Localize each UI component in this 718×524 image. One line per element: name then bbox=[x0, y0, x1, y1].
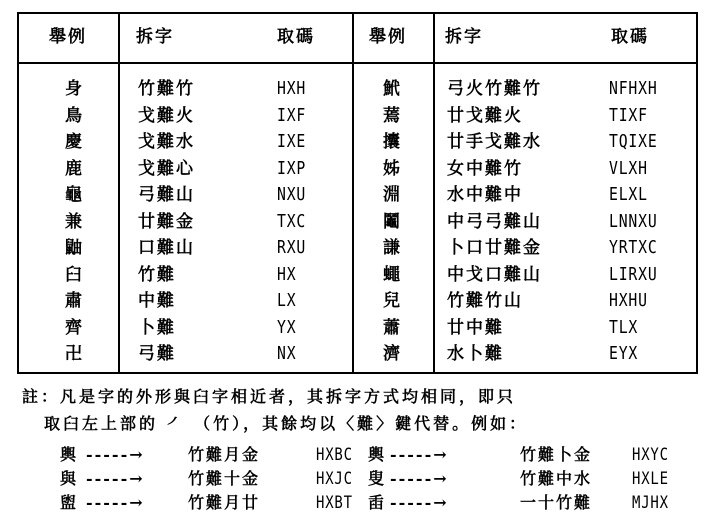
input-code: NXU bbox=[277, 184, 307, 205]
decomposition: 廿手戈難水 bbox=[447, 132, 542, 152]
arrow: -----→ bbox=[390, 445, 449, 464]
example-char: 謙 bbox=[383, 238, 402, 258]
decomposition: 口難山 bbox=[138, 238, 195, 258]
input-code: IXF bbox=[277, 104, 307, 126]
input-code: TQIXE bbox=[609, 131, 658, 152]
example-char: 濟 bbox=[383, 344, 402, 364]
input-code: LNNXU bbox=[609, 210, 658, 232]
note-line-2: 取臼左上部的 ㇒ （竹），其餘均以〈難〉鍵代替。例如： bbox=[44, 414, 529, 433]
example-char: 兒 bbox=[383, 291, 402, 311]
right-header-code: 取碼 bbox=[611, 27, 649, 47]
input-code: TXC bbox=[277, 210, 307, 232]
left-header-code: 取碼 bbox=[277, 27, 315, 47]
arrow: -----→ bbox=[86, 445, 145, 464]
decomposition: 中難 bbox=[138, 291, 176, 311]
decomposition: 中戈口難山 bbox=[447, 264, 542, 285]
decomposition: 戈難火 bbox=[138, 105, 195, 126]
example-char: 叟 bbox=[368, 469, 387, 488]
decomposition: 竹難竹 bbox=[138, 79, 195, 99]
decomposition: 卜口廿難金 bbox=[447, 238, 542, 258]
decomposition: 弓難山 bbox=[138, 185, 195, 205]
input-code: ELXL bbox=[609, 184, 648, 205]
decomposition: 廿中難 bbox=[447, 317, 504, 338]
example-char: 鮘 bbox=[383, 79, 402, 99]
table-row bbox=[19, 77, 696, 104]
note-line-1: 註：凡是字的外形與臼字相近者，其拆字方式均相同，即只 bbox=[22, 387, 517, 406]
example-char: 輿 bbox=[60, 445, 79, 464]
decomposition: 竹難十金 bbox=[188, 469, 261, 488]
example-row bbox=[40, 467, 700, 491]
decomposition: 水卜難 bbox=[447, 344, 504, 364]
table-row bbox=[19, 316, 696, 343]
example-char: 鼬 bbox=[65, 238, 84, 258]
table-row bbox=[19, 236, 696, 263]
decomposition: 竹難 bbox=[138, 264, 176, 285]
decomposition-table bbox=[17, 12, 698, 374]
example-char: 鳥 bbox=[65, 105, 84, 126]
decomposition: 卜難 bbox=[138, 317, 176, 338]
example-row bbox=[40, 491, 700, 515]
decomposition: 戈難心 bbox=[138, 158, 195, 179]
example-char: 蔫 bbox=[383, 105, 402, 126]
example-char: 臿 bbox=[368, 493, 387, 512]
input-code: MJHX bbox=[632, 493, 669, 513]
right-header-example: 舉例 bbox=[369, 27, 407, 47]
input-code: NFHXH bbox=[609, 78, 658, 99]
table-row bbox=[19, 289, 696, 316]
input-code: TIXF bbox=[609, 104, 648, 126]
left-header-decompose: 拆字 bbox=[136, 27, 174, 47]
arrow: -----→ bbox=[390, 493, 449, 512]
input-code: HXBC bbox=[316, 445, 353, 465]
input-code: HXJC bbox=[316, 469, 353, 489]
decomposition: 戈難水 bbox=[138, 132, 195, 152]
example-char: 龜 bbox=[65, 185, 84, 205]
input-code: HX bbox=[277, 263, 297, 285]
decomposition: 竹難中水 bbox=[520, 469, 593, 488]
table-row bbox=[19, 130, 696, 157]
table-row bbox=[19, 210, 696, 237]
example-char: 鬮 bbox=[383, 211, 402, 232]
decomposition: 弓難 bbox=[138, 344, 176, 364]
table-row bbox=[19, 263, 696, 290]
arrow: -----→ bbox=[86, 469, 145, 488]
example-char: 齊 bbox=[65, 317, 84, 338]
example-char: 蠅 bbox=[383, 264, 402, 285]
input-code: LX bbox=[277, 290, 297, 311]
input-code: NX bbox=[277, 343, 297, 364]
table-body bbox=[19, 77, 696, 369]
example-char: 臼 bbox=[65, 264, 84, 285]
table-row bbox=[19, 104, 696, 131]
input-code: HXLE bbox=[632, 469, 669, 489]
example-char: 兼 bbox=[65, 211, 84, 232]
left-header-example: 舉例 bbox=[49, 27, 87, 47]
table-row bbox=[19, 342, 696, 369]
input-code: YRTXC bbox=[609, 237, 658, 258]
input-code: HXHU bbox=[609, 290, 648, 311]
example-char: 與 bbox=[60, 469, 79, 488]
example-char: 姊 bbox=[383, 158, 402, 179]
decomposition: 竹難卜金 bbox=[520, 445, 593, 464]
example-char: 淵 bbox=[383, 185, 402, 205]
input-code: RXU bbox=[277, 237, 307, 258]
arrow: -----→ bbox=[390, 469, 449, 488]
input-code: TLX bbox=[609, 316, 639, 338]
example-char: 卍 bbox=[65, 344, 84, 364]
example-char: 肅 bbox=[65, 291, 84, 311]
example-char: 蕭 bbox=[383, 317, 402, 338]
input-code: YX bbox=[277, 316, 297, 338]
decomposition: 竹難月廿 bbox=[188, 493, 261, 512]
arrow: -----→ bbox=[86, 493, 145, 512]
decomposition: 中弓弓難山 bbox=[447, 211, 542, 232]
decomposition: 弓火竹難竹 bbox=[447, 79, 542, 99]
table-row bbox=[19, 157, 696, 184]
example-char: 身 bbox=[65, 79, 84, 99]
example-char: 輿 bbox=[368, 445, 387, 464]
decomposition: 竹難竹山 bbox=[447, 291, 523, 311]
decomposition: 女中難竹 bbox=[447, 158, 523, 179]
input-code: HXBT bbox=[316, 493, 353, 513]
decomposition: 竹難月金 bbox=[188, 445, 261, 464]
decomposition: 廿戈難火 bbox=[447, 105, 523, 126]
input-code: EYX bbox=[609, 343, 639, 364]
example-row bbox=[40, 443, 700, 467]
table-row bbox=[19, 183, 696, 210]
input-code: IXE bbox=[277, 131, 307, 152]
header-rule bbox=[19, 62, 696, 64]
example-char: 盥 bbox=[60, 493, 79, 512]
input-code: HXYC bbox=[632, 445, 669, 465]
decomposition: 水中難中 bbox=[447, 185, 523, 205]
decomposition: 一十竹難 bbox=[520, 493, 593, 512]
input-code: VLXH bbox=[609, 157, 648, 179]
input-code: LIRXU bbox=[609, 263, 658, 285]
example-char: 攮 bbox=[383, 132, 402, 152]
example-char: 慶 bbox=[65, 132, 84, 152]
input-code: HXH bbox=[277, 78, 307, 99]
decomposition: 廿難金 bbox=[138, 211, 195, 232]
example-char: 鹿 bbox=[65, 158, 84, 179]
right-header-decompose: 拆字 bbox=[445, 27, 483, 47]
input-code: IXP bbox=[277, 157, 307, 179]
